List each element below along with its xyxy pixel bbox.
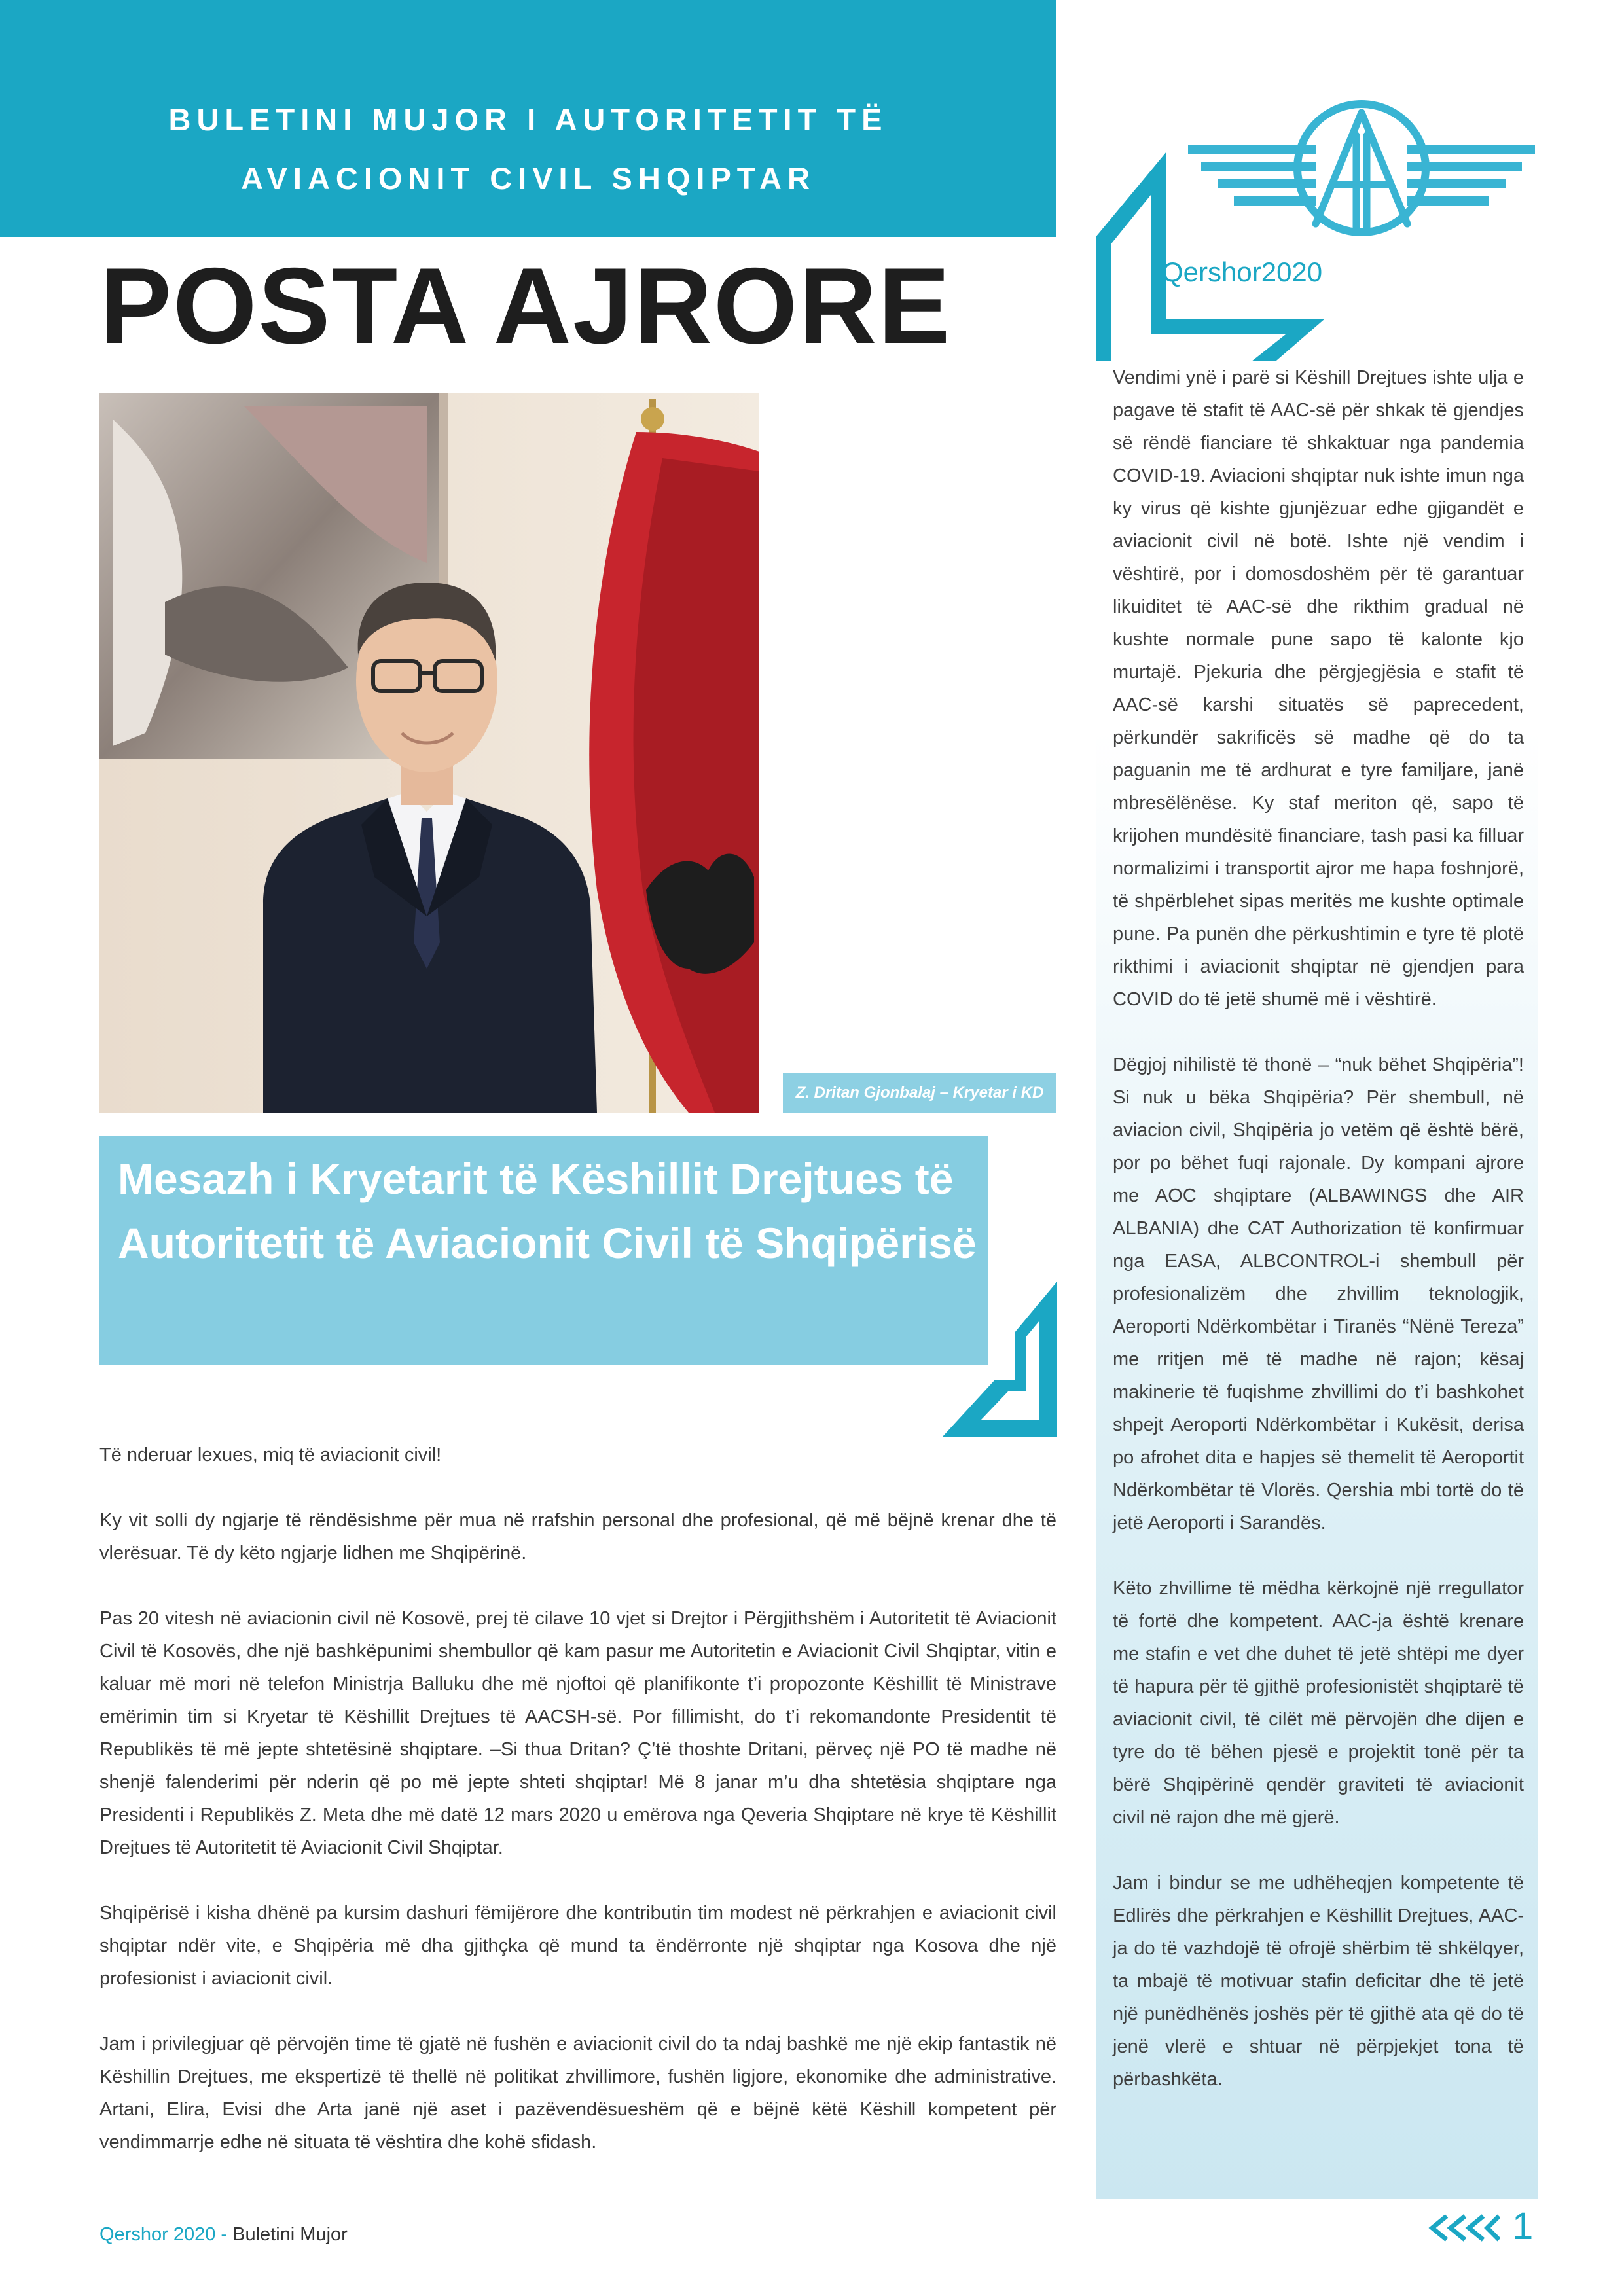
left-paragraph-5: Jam i privilegjuar që përvojën time të gjatë në fushën e aviacionit civil do ta ndaj bashkë me një ekip fantastik në Këshillin Drejtues, me ekspertizë të thellë në politikat zhvillimore, fushën ligjore, ekonomike dhe administrative. Artani, Elira, Evisi dhe Arta janë një aset i pazëvendësueshëm që e bëjnë këtë Këshill kompetent për vendimmarrje edhe në situata të vështira dhe kohë sfidash. [99, 2034, 1056, 2153]
chairman-photo-illustration [99, 393, 759, 1113]
footer [99, 2224, 348, 2246]
chevron-left-icon [1427, 2214, 1500, 2242]
footer-publication-name: Buletini Mujor [232, 2224, 348, 2245]
issue-date: Qershor2020 [1162, 257, 1323, 287]
right-column [1113, 361, 1524, 2128]
right-paragraph-3: Këto zhvillime të mëdha kërkojnë një rregullator të fortë dhe kompetent. AAC-ja është krenare me stafin e vet dhe duhet të jetë shtëpi me dyer të hapura për të gjithë profesionistët shqiptarë të aviacionit civil, të cilët më përvojën dhe dijen e tyre do të bëhen pjesë e projektit tonë për ta bërë Shqipërinë qendër graviteti të aviacionit civil në rajon dhe më gjerë. [1113, 1578, 1524, 1828]
page-number: 1 [1512, 2205, 1534, 2248]
message-title: Mesazh i Kryetarit të Këshillit Drejtues të Autoritetit të Aviacionit Civil të Shqipërisë [118, 1155, 977, 1267]
footer-separator: - [215, 2224, 233, 2245]
right-paragraph-4: Jam i bindur se me udhëheqjen kompetente të Edlirës dhe përkrahjen e Këshillit Drejtues, AAC-ja do të vazhdojë të ofrojë shërbim të shkëlqyer, ta mbajë të motivuar stafin deficitar dhe të jetë një punëdhënës joshës për të gjithë ata që do të jenë vlerë e shtuar në përpjekjet tona të përbashkëta. [1113, 1873, 1524, 2090]
left-paragraph-4: Shqipërisë i kisha dhënë pa kursim dashuri fëmijërore dhe kontributin tim modest në përkrahjen e aviacionit civil shqiptar ndër vite, e Shqipëria më dha gjithçka që mund ta ëndërronte një shqiptar nga Kosova dhe një profesionist i aviacionit civil. [99, 1903, 1056, 1989]
left-paragraph-3: Pas 20 vitesh në aviacionin civil në Kosovë, prej të cilave 10 vjet si Drejtor i Përgjithshëm i Autoritetit të Aviacionit Civil të Kosovës, dhe një bashkëpunimi shembullor që kam pasur me Autoritetin e Aviacionit Civil Shqiptar, vitin e kaluar më mori në telefon Ministrja Balluku dhe më njoftoi që planifikonte t’i propozonte Këshillit të Ministrave emërimin tim si Kryetar të Këshillit Drejtues të AACSH-së. Por fillimisht, do t’i rekomandonte Presidentit të Republikës të më jepte shtetësinë shqiptare. –Si thua Dritan? Ç’të thoshte Dritani, përveç një PO të madhe në shenjë falenderimi për nderin që po më jepte shteti shqiptar! Më 8 janar m’u dha shtetësia shqiptare nga Presidenti i Republikës Z. Meta dhe më datë 12 mars 2020 u emërova nga Qeveria Shqiptare në krye të Këshillit Drejtues të Autoritetit të Aviacionit Civil Shqiptar. [99, 1608, 1056, 1858]
page-title: POSTA AJRORE [99, 245, 952, 366]
left-paragraph-2: Ky vit solli dy ngjarje të rëndësishme për mua në rrafshin personal dhe profesional, që më bëjnë krenar dhe të vlerësuar. Të dy këto ngjarje lidhen me Shqipërinë. [99, 1510, 1056, 1564]
message-corner-bracket [943, 1282, 1057, 1437]
left-column [99, 1439, 1056, 2191]
chairman-photo [99, 393, 759, 1113]
left-paragraph-1: Të nderuar lexues, miq të aviacionit civil! [99, 1444, 442, 1465]
footer-date: Qershor 2020 [99, 2224, 216, 2245]
photo-caption: Z. Dritan Gjonbalaj – Kryetar i KD [783, 1073, 1056, 1113]
aac-wings-logo-icon [1185, 99, 1538, 237]
header-subtitle [0, 90, 1056, 208]
right-paragraph-1: Vendimi ynë i parë si Këshill Drejtues ishte ulja e pagave të stafit të AAC-së për shkak të gjendjes së rëndë fianciare të shkaktuar nga pandemia COVID-19. Aviacioni shqiptar nuk ishte imun nga ky virus që kishte gjunjëzuar edhe gjigandët e aviacionit civil në botë. Ishte një vendim i vështirë, por i domosdoshëm për të garantuar likuiditet të AAC-së dhe rikthim gradual në kushte normale pune sapo të kalonte kjo murtajë. Pjekuria dhe përgjegjësia e stafit të AAC-së karshi situatës së paprecedent, përkundër sakrificës së madhe që do ta paguanin me të ardhurat e tyre familjare, janë mbresëlënëse. Ky staf meriton që, sapo të krijohen mundësitë financiare, tash pasi ka filluar normalizimi i transportit ajror me hapa foshnjorë, të shpërblehet sipas meritës me kushte optimale pune. Pa punën dhe përkushtimin e tyre të plotë rikthimi i aviacionit shqiptar në gjendjen para COVID do të jetë shumë më i vështirë. [1113, 367, 1524, 1010]
right-paragraph-2: Dëgjoj nihilistë të thonë – “nuk bëhet Shqipëria”! Si nuk u bëka Shqipëria? Për shembull, në aviacion civil, Shqipëria jo vetëm që është bërë, por po bëhet fuqi rajonale. Dy kompani ajrore me AOC shqiptare (ALBAWINGS dhe AIR ALBANIA) dhe CAT Authorization të konfirmuar nga EASA, ALBCONTROL-i shembull për profesionalizëm dhe zhvillim teknologjik, Aeroporti Ndërkombëtar i Tiranës “Nënë Tereza” me rritjen më të madhe në rajon; kësaj makinerie të fuqishme zhvillimi do t’i bashkohet shpejt Aeroporti Ndërkombëtar i Kukësit, derisa po afrohet dita e hapjes së themelit të Aeroportit Ndërkombëtar të Vlorës. Qershia mbi tortë do të jetë Aeroporti i Sarandës. [1113, 1054, 1524, 1534]
header-subtitle-line2: AVIACIONIT CIVIL SHQIPTAR [241, 161, 816, 196]
header-subtitle-line1: BULETINI MUJOR I AUTORITETIT TË [168, 102, 888, 137]
